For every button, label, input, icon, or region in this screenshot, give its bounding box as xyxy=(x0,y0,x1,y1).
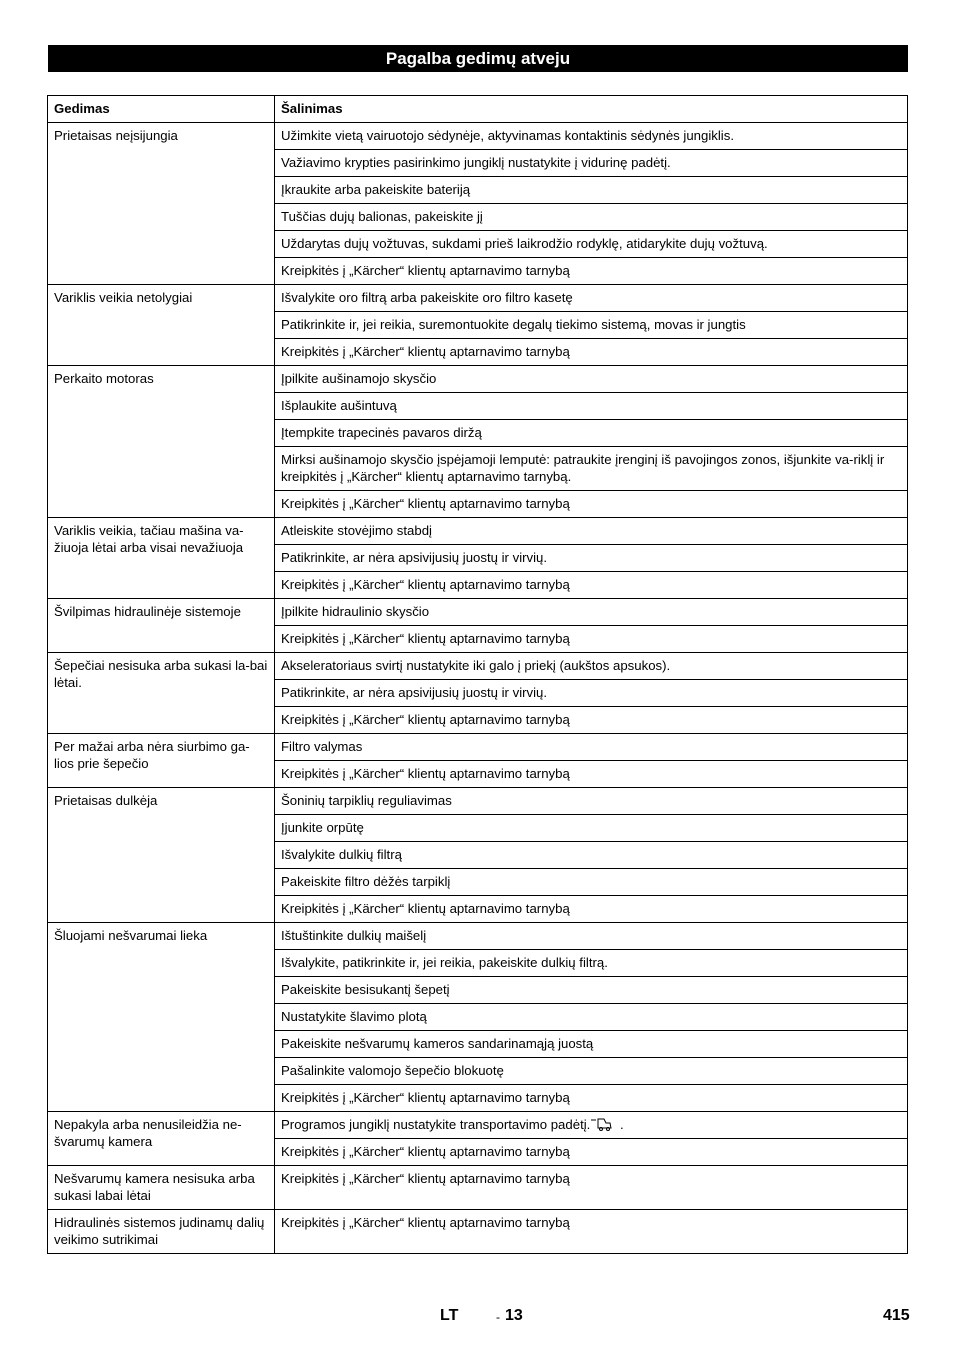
remedy-cell: Kreipkitės į „Kärcher“ klientų aptarnavimo tarnybą xyxy=(275,1139,908,1166)
remedy-cell: Pašalinkite valomojo šepečio blokuotę xyxy=(275,1058,908,1085)
remedy-cell: Kreipkitės į „Kärcher“ klientų aptarnavimo tarnybą xyxy=(275,1166,908,1210)
fault-cell: Nešvarumų kamera nesisuka arba sukasi labai lėtai xyxy=(48,1166,275,1210)
remedy-cell: Kreipkitės į „Kärcher“ klientų aptarnavimo tarnybą xyxy=(275,761,908,788)
fault-cell: Nepakyla arba nenusileidžia ne-švarumų kamera xyxy=(48,1112,275,1166)
remedy-cell: Kreipkitės į „Kärcher“ klientų aptarnavimo tarnybą xyxy=(275,491,908,518)
remedy-cell: Kreipkitės į „Kärcher“ klientų aptarnavimo tarnybą xyxy=(275,707,908,734)
table-row xyxy=(48,1166,908,1210)
table-row xyxy=(48,788,908,815)
remedy-cell: Užimkite vietą vairuotojo sėdynėje, aktyvinamas kontaktinis sėdynės jungiklis. xyxy=(275,123,908,150)
remedy-cell: Kreipkitės į „Kärcher“ klientų aptarnavimo tarnybą xyxy=(275,339,908,366)
table-row xyxy=(48,734,908,761)
remedy-cell: Pakeiskite nešvarumų kameros sandarinamąją juostą xyxy=(275,1031,908,1058)
remedy-cell: Akseleratoriaus svirtį nustatykite iki galo į priekį (aukštos apsukos). xyxy=(275,653,908,680)
table-row xyxy=(48,1210,908,1254)
remedy-cell: Kreipkitės į „Kärcher“ klientų aptarnavimo tarnybą xyxy=(275,1210,908,1254)
table-row xyxy=(48,599,908,626)
page-title: Pagalba gedimų atveju xyxy=(48,45,908,72)
remedy-cell: Išvalykite dulkių filtrą xyxy=(275,842,908,869)
fault-cell: Švilpimas hidraulinėje sistemoje xyxy=(48,599,275,653)
remedy-cell: Pakeiskite filtro dėžės tarpiklį xyxy=(275,869,908,896)
remedy-cell: Patikrinkite, ar nėra apsivijusių juostų ir virvių. xyxy=(275,680,908,707)
remedy-cell: Nustatykite šlavimo plotą xyxy=(275,1004,908,1031)
remedy-cell: Uždarytas dujų vožtuvas, sukdami prieš laikrodžio rodyklę, atidarykite dujų vožtuvą. xyxy=(275,231,908,258)
table-row xyxy=(48,923,908,950)
remedy-cell: Išvalykite, patikrinkite ir, jei reikia, pakeiskite dulkių filtrą. xyxy=(275,950,908,977)
remedy-cell: Filtro valymas xyxy=(275,734,908,761)
table-row xyxy=(48,518,908,545)
remedy-cell: Patikrinkite, ar nėra apsivijusių juostų ir virvių. xyxy=(275,545,908,572)
fault-cell: Šluojami nešvarumai lieka xyxy=(48,923,275,1112)
fault-cell: Per mažai arba nėra siurbimo ga-lios prie šepečio xyxy=(48,734,275,788)
remedy-cell: Šoninių tarpiklių reguliavimas xyxy=(275,788,908,815)
remedy-cell: Įtempkite trapecinės pavaros diržą xyxy=(275,420,908,447)
table-row xyxy=(48,1112,908,1139)
remedy-cell: Išplaukite aušintuvą xyxy=(275,393,908,420)
header-fault: Gedimas xyxy=(48,96,275,123)
remedy-cell xyxy=(275,1112,908,1139)
remedy-text: Programos jungiklį nustatykite transportavimo padėtį. xyxy=(281,1117,591,1132)
remedy-suffix: . xyxy=(616,1117,624,1132)
fault-cell: Hidraulinės sistemos judinamų dalių veikimo sutrikimai xyxy=(48,1210,275,1254)
remedy-cell: Įkraukite arba pakeiskite bateriją xyxy=(275,177,908,204)
footer-dash: - xyxy=(496,1310,500,1324)
remedy-cell: Atleiskite stovėjimo stabdį xyxy=(275,518,908,545)
fault-cell: Prietaisas neįsijungia xyxy=(48,123,275,285)
remedy-cell: Ištuštinkite dulkių maišelį xyxy=(275,923,908,950)
remedy-cell: Kreipkitės į „Kärcher“ klientų aptarnavimo tarnybą xyxy=(275,572,908,599)
header-remedy: Šalinimas xyxy=(275,96,908,123)
fault-cell: Šepečiai nesisuka arba sukasi la-bai lėtai. xyxy=(48,653,275,734)
remedy-cell: Įjunkite orpūtę xyxy=(275,815,908,842)
remedy-cell: Patikrinkite ir, jei reikia, suremontuokite degalų tiekimo sistemą, movas ir jungtis xyxy=(275,312,908,339)
fault-cell: Variklis veikia, tačiau mašina va-žiuoja lėtai arba visai nevažiuoja xyxy=(48,518,275,599)
remedy-cell: Važiavimo krypties pasirinkimo jungiklį nustatykite į vidurinę padėtį. xyxy=(275,150,908,177)
transport-position-icon xyxy=(590,1117,616,1131)
remedy-cell: Išvalykite oro filtrą arba pakeiskite oro filtro kasetę xyxy=(275,285,908,312)
remedy-cell: Kreipkitės į „Kärcher“ klientų aptarnavimo tarnybą xyxy=(275,626,908,653)
remedy-cell: Mirksi aušinamojo skysčio įspėjamoji lemputė: patraukite įrenginį iš pavojingos zonos, išjunkite va-riklį ir kreipkitės į „Kärcher“ klientų aptarnavimo tarnybą. xyxy=(275,447,908,491)
fault-cell: Perkaito motoras xyxy=(48,366,275,518)
table-row xyxy=(48,653,908,680)
remedy-cell: Įpilkite aušinamojo skysčio xyxy=(275,366,908,393)
table-row xyxy=(48,285,908,312)
troubleshooting-table xyxy=(47,95,908,1254)
footer-language: LT xyxy=(440,1307,459,1324)
remedy-cell: Kreipkitės į „Kärcher“ klientų aptarnavimo tarnybą xyxy=(275,258,908,285)
footer-section-page: 13 xyxy=(505,1307,523,1324)
remedy-cell: Pakeiskite besisukantį šepetį xyxy=(275,977,908,1004)
fault-cell: Prietaisas dulkėja xyxy=(48,788,275,923)
table-row xyxy=(48,123,908,150)
remedy-cell: Įpilkite hidraulinio skysčio xyxy=(275,599,908,626)
table-row xyxy=(48,366,908,393)
fault-cell: Variklis veikia netolygiai xyxy=(48,285,275,366)
remedy-cell: Tuščias dujų balionas, pakeiskite jį xyxy=(275,204,908,231)
footer-page-number: 415 xyxy=(883,1307,910,1324)
remedy-cell: Kreipkitės į „Kärcher“ klientų aptarnavimo tarnybą xyxy=(275,1085,908,1112)
remedy-cell: Kreipkitės į „Kärcher“ klientų aptarnavimo tarnybą xyxy=(275,896,908,923)
